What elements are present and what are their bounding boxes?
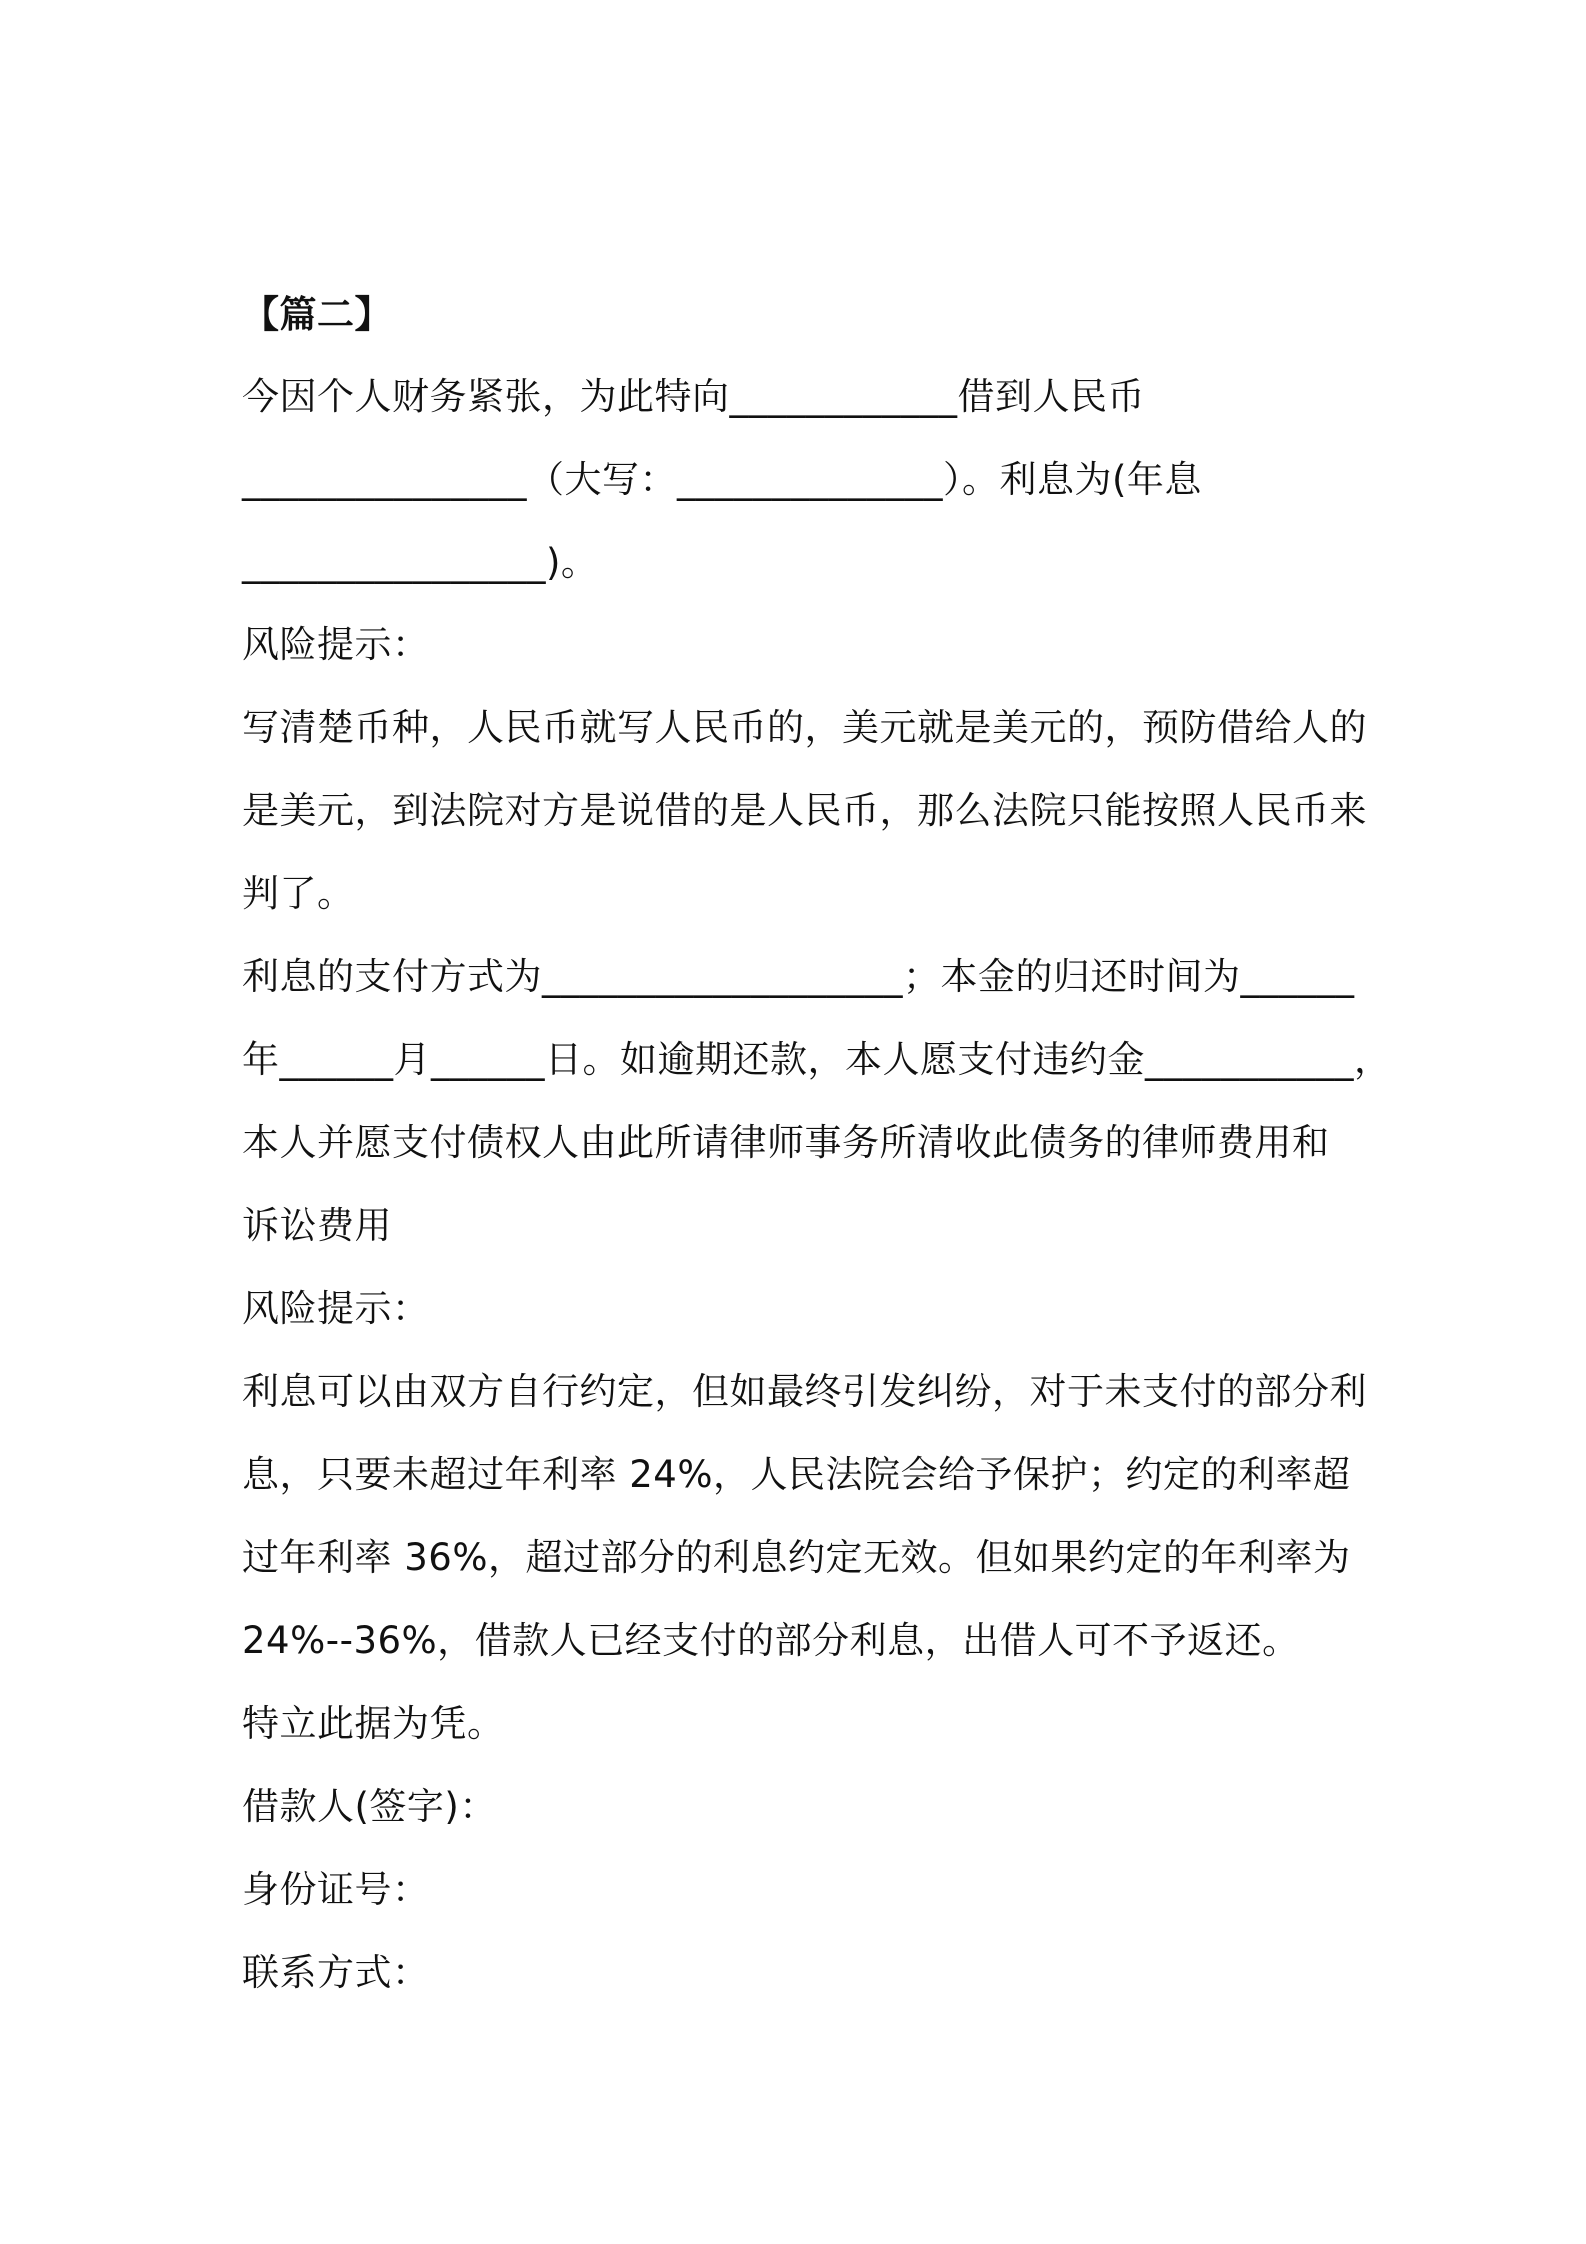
- loan-text-line-3: ________________)。: [242, 541, 599, 584]
- risk-notice-label-1: 风险提示：: [242, 623, 430, 666]
- interest-terms-line-2: 年______月______日。如逾期还款，本人愿支付违约金___________，: [242, 1038, 1392, 1081]
- risk-notice-text-line-3: 判了。: [242, 872, 355, 915]
- loan-text-line-1: 今因个人财务紧张，为此特向____________借到人民币: [242, 375, 1145, 418]
- section-heading: 【篇二】: [242, 293, 392, 336]
- risk-notice-2-text-line-3: 过年利率 36%，超过部分的利息约定无效。但如果约定的年利率为: [242, 1536, 1351, 1579]
- risk-notice-text-line-2: 是美元，到法院对方是说借的是人民币，那么法院只能按照人民币来: [242, 789, 1367, 832]
- id-number-label: 身份证号：: [242, 1868, 430, 1911]
- borrower-signature-label: 借款人(签字)：: [242, 1785, 497, 1828]
- contact-label: 联系方式：: [242, 1951, 430, 1994]
- closing-statement: 特立此据为凭。: [242, 1702, 505, 1745]
- risk-notice-2-text-line-2: 息，只要未超过年利率 24%，人民法院会给予保护；约定的利率超: [242, 1453, 1351, 1496]
- risk-notice-label-2: 风险提示：: [242, 1287, 430, 1330]
- interest-terms-line-3: 本人并愿支付债权人由此所请律师事务所清收此债务的律师费用和: [242, 1121, 1330, 1164]
- interest-terms-line-1: 利息的支付方式为___________________；本金的归还时间为______: [242, 955, 1355, 998]
- risk-notice-text-line-1: 写清楚币种，人民币就写人民币的，美元就是美元的，预防借给人的: [242, 706, 1367, 749]
- risk-notice-2-text-line-1: 利息可以由双方自行约定，但如最终引发纠纷，对于未支付的部分利: [242, 1370, 1367, 1413]
- loan-text-line-2: _______________（大写：______________）。利息为(年息: [242, 458, 1202, 501]
- risk-notice-2-text-line-4: 24%--36%，借款人已经支付的部分利息，出借人可不予返还。: [242, 1619, 1300, 1662]
- interest-terms-line-4: 诉讼费用: [242, 1204, 392, 1247]
